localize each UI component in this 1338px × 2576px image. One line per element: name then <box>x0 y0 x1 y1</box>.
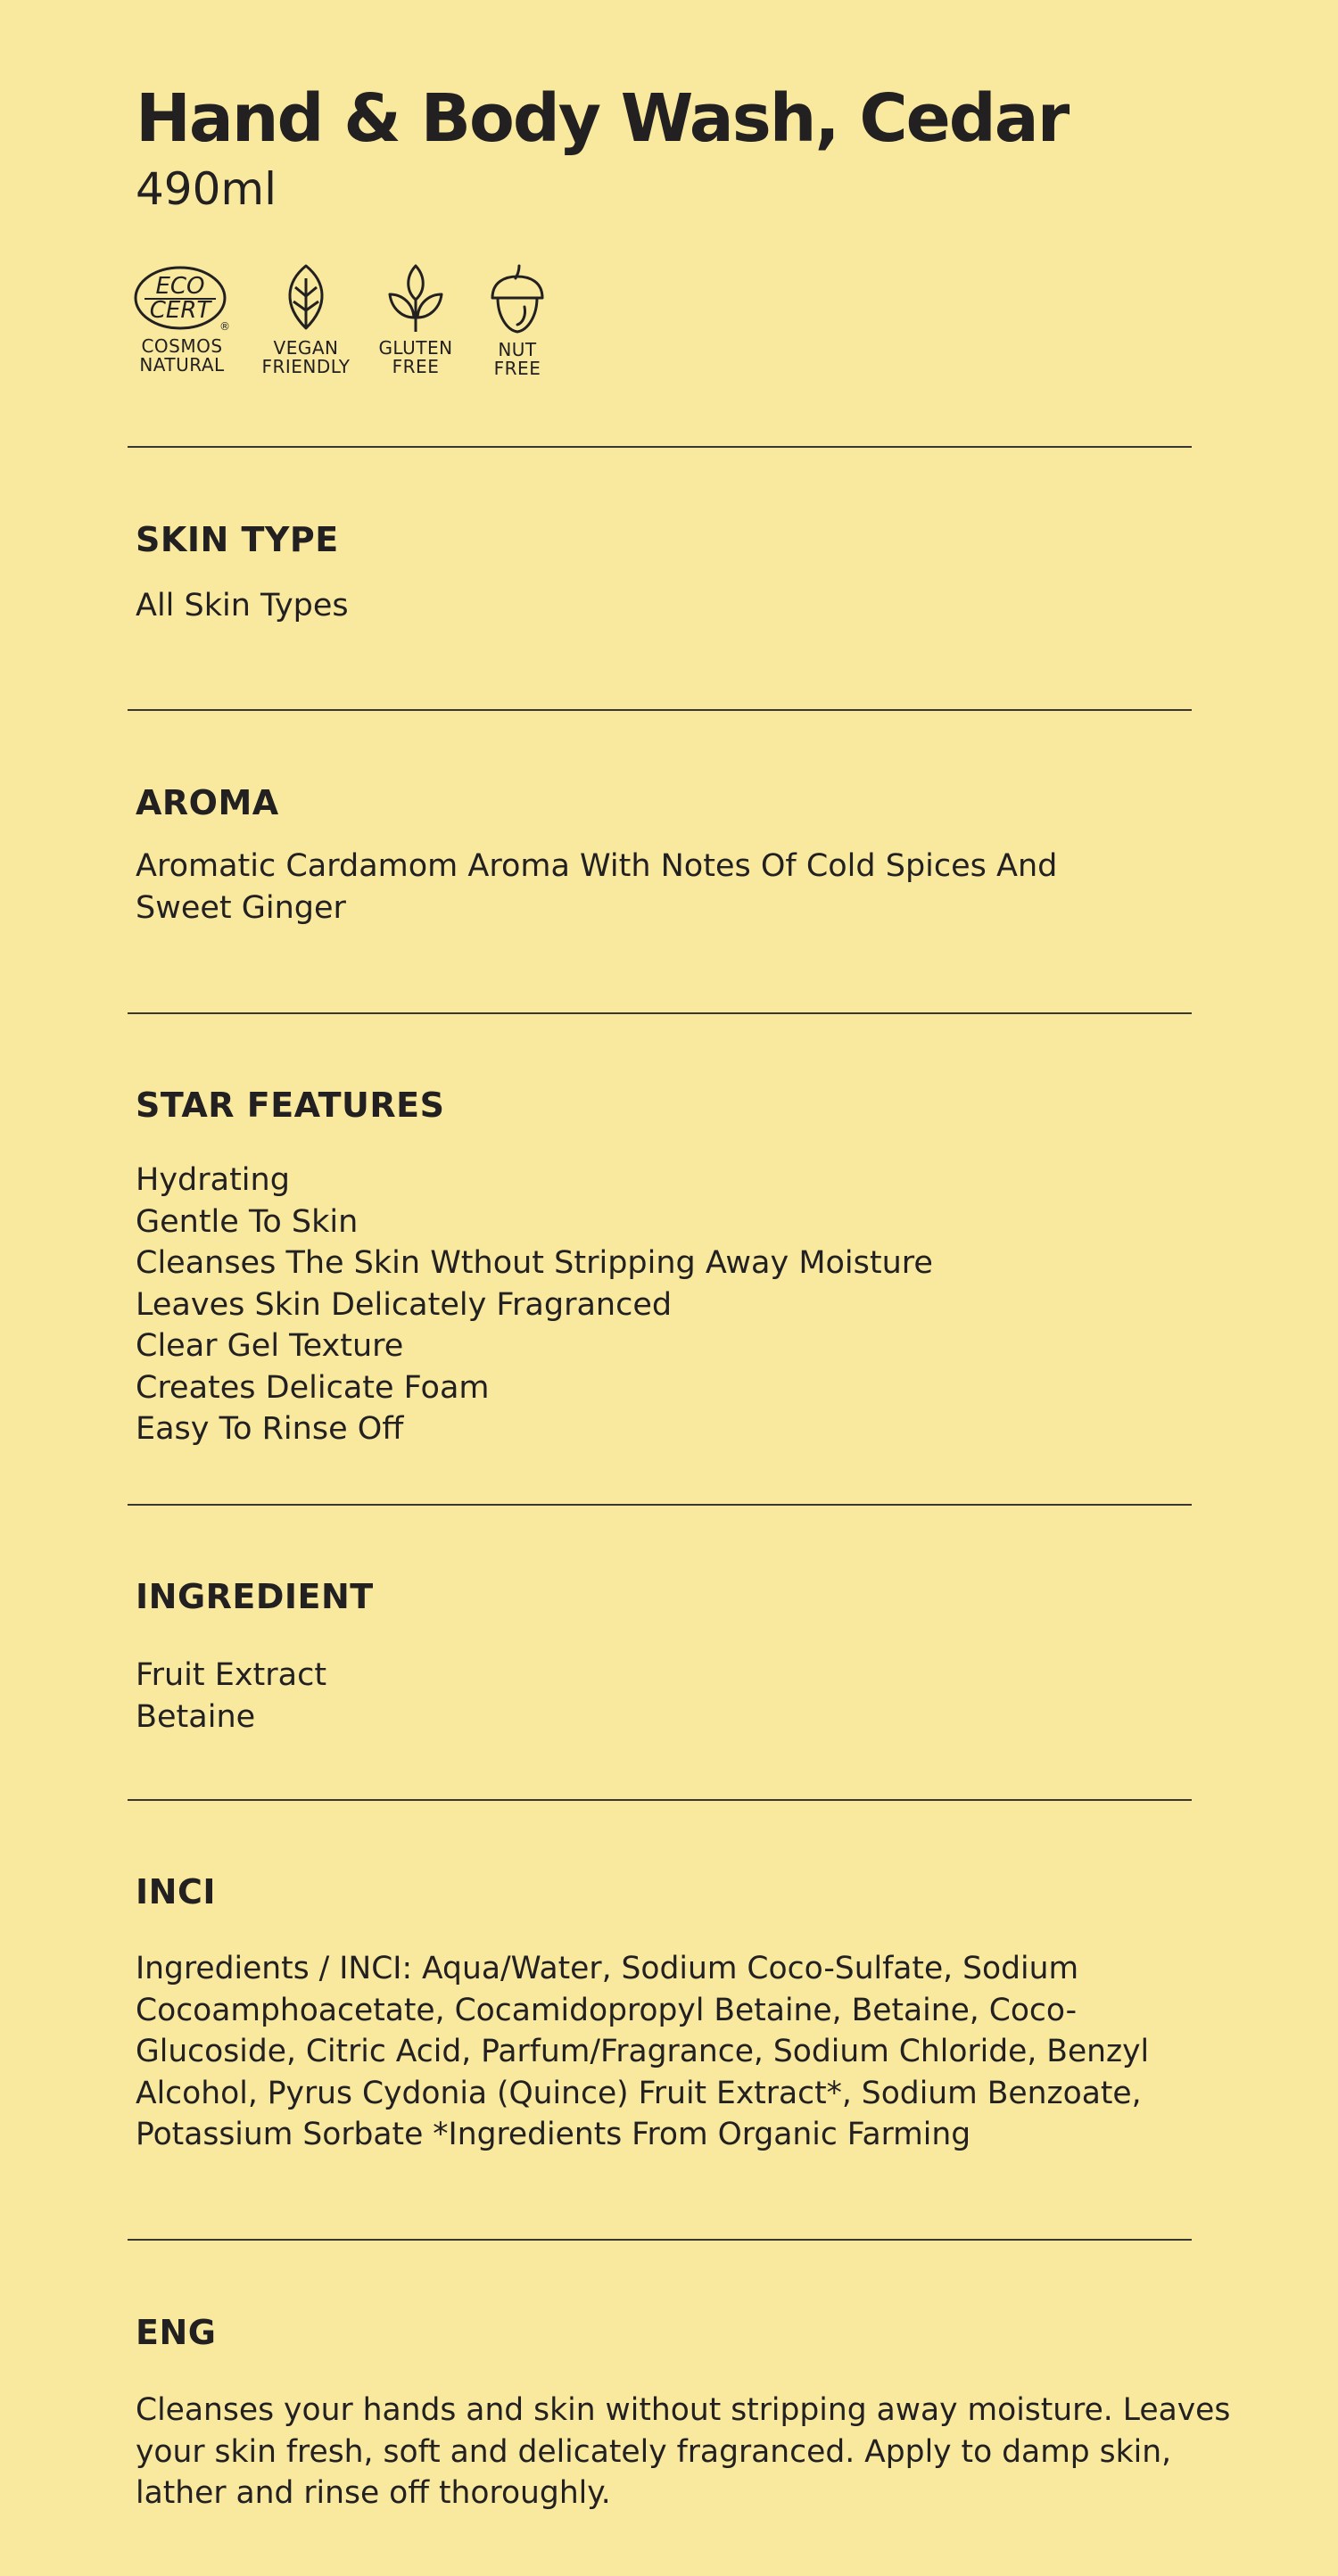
cert-nut-free <box>482 262 553 378</box>
cert-cosmos-natural <box>132 262 232 375</box>
inci-heading: INCI <box>136 1872 216 1911</box>
eng-heading: ENG <box>136 2313 217 2352</box>
feature-item: Hydrating <box>136 1162 290 1198</box>
inci-text <box>136 1948 1206 2156</box>
skin-type-heading: SKIN TYPE <box>136 520 339 559</box>
product-title: Hand & Body Wash, Cedar <box>136 80 1069 157</box>
cert-label: VEGAN FRIENDLY <box>261 337 351 377</box>
feature-item: Creates Delicate Foam <box>136 1369 490 1406</box>
ecocert-icon <box>134 262 230 332</box>
eng-line: your skin fresh, soft and delicately fragranced. Apply to damp skin, <box>136 2433 1172 2470</box>
inci-line: Cocoamphoacetate, Cocamidopropyl Betaine, Betaine, Coco- <box>136 1992 1078 2028</box>
section-divider <box>128 1799 1192 1801</box>
inci-line: Ingredients / INCI: Aqua/Water, Sodium Coco-Sulfate, Sodium <box>136 1951 1079 1986</box>
skin-type-text <box>136 585 1206 627</box>
star-features-list <box>136 1160 1206 1450</box>
ecocert-badge-mark: ® <box>219 320 230 332</box>
feature-item: Gentle To Skin <box>136 1203 359 1240</box>
inci-line: Alcohol, Pyrus Cydonia (Quince) Fruit Extract*, Sodium Benzoate, <box>136 2075 1142 2111</box>
cert-label: COSMOS NATURAL <box>139 335 225 376</box>
inci-line: Glucoside, Citric Acid, Parfum/Fragrance, Sodium Chloride, Benzyl <box>136 2034 1150 2069</box>
skin-type-line: All Skin Types <box>136 588 349 623</box>
leaf-icon <box>279 262 333 334</box>
cert-label: GLUTEN FREE <box>378 337 453 377</box>
acorn-icon <box>489 262 546 335</box>
feature-item: Clear Gel Texture <box>136 1328 404 1364</box>
section-divider <box>128 2239 1192 2241</box>
certification-badges <box>132 262 596 384</box>
cert-vegan-friendly <box>257 262 355 376</box>
eng-line: lather and rinse off thoroughly. <box>136 2475 611 2511</box>
cert-gluten-free <box>371 262 460 376</box>
aroma-line: Aromatic Cardamom Aroma With Notes Of Cold Spices And <box>136 848 1058 884</box>
feature-item: Cleanses The Skin Wthout Stripping Away Moisture <box>136 1245 933 1281</box>
section-divider <box>128 1504 1192 1506</box>
ingredient-item: Fruit Extract <box>136 1657 327 1693</box>
inci-line: Potassium Sorbate *Ingredients From Organic Farming <box>136 2117 971 2152</box>
wheat-icon <box>386 262 445 334</box>
ingredient-heading: INGREDIENT <box>136 1577 374 1616</box>
ecocert-badge-eco: ECO <box>155 273 205 300</box>
aroma-heading: AROMA <box>136 783 279 822</box>
eng-text <box>136 2390 1231 2514</box>
section-divider <box>128 709 1192 711</box>
ingredient-list <box>136 1655 1206 1738</box>
feature-item: Easy To Rinse Off <box>136 1411 404 1447</box>
section-divider <box>128 1012 1192 1014</box>
aroma-text <box>136 846 1206 929</box>
cert-label: NUT FREE <box>493 339 541 379</box>
star-features-heading: STAR FEATURES <box>136 1086 445 1125</box>
ingredient-item: Betaine <box>136 1698 256 1735</box>
ecocert-badge-cert: CERT <box>149 297 211 324</box>
eng-line: Cleanses your hands and skin without stripping away moisture. Leaves <box>136 2392 1231 2428</box>
section-divider <box>128 446 1192 448</box>
feature-item: Leaves Skin Delicately Fragranced <box>136 1286 673 1323</box>
aroma-line: Sweet Ginger <box>136 889 346 926</box>
product-volume: 490ml <box>136 163 277 215</box>
